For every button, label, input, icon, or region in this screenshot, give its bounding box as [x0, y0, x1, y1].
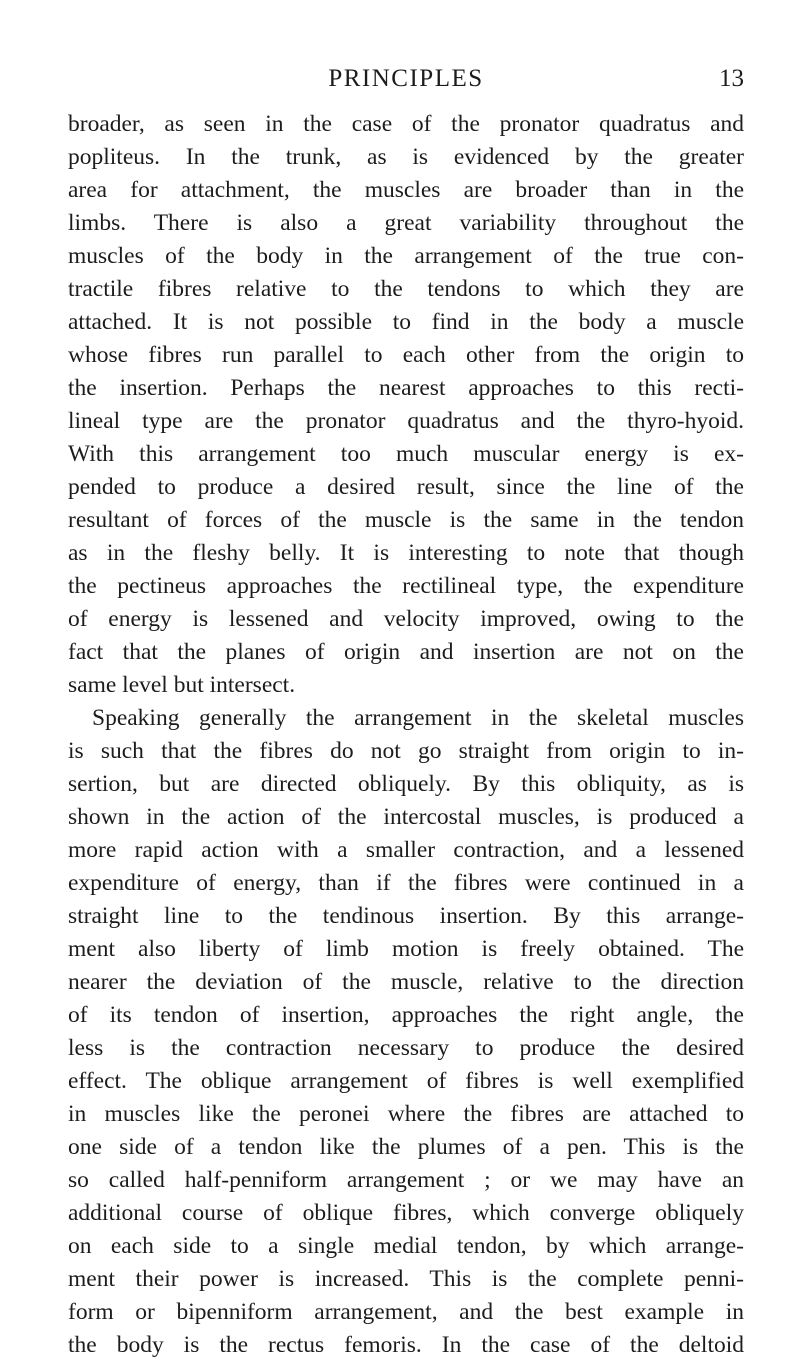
text-line: sertion, but are directed obliquely. By this obliquity, as is	[68, 771, 744, 797]
text-line: form or bipenniform arrangement, and the best example in	[68, 1299, 744, 1325]
text-line: additional course of oblique fibres, which converge obliquely	[68, 1200, 744, 1226]
text-line: of energy is lessened and velocity improved, owing to the	[68, 606, 744, 632]
text-line: so called half-penniform arrangement ; or we may have an	[68, 1167, 744, 1193]
paragraph-start-line: Speaking generally the arrangement in the skeletal muscles	[92, 705, 744, 731]
text-line: in muscles like the peronei where the fibres are attached to	[68, 1101, 744, 1127]
text-line: resultant of forces of the muscle is the same in the tendon	[68, 507, 744, 533]
text-line: ment also liberty of limb motion is freely obtained. The	[68, 936, 744, 962]
text-line: limbs. There is also a great variability throughout the	[68, 210, 744, 236]
text-line: of its tendon of insertion, approaches the right angle, the	[68, 1002, 744, 1028]
text-line: broader, as seen in the case of the pronator quadratus and	[68, 111, 744, 137]
text-line: lineal type are the pronator quadratus and the thyro-hyoid.	[68, 408, 744, 434]
running-title: PRINCIPLES	[328, 65, 484, 92]
text-line: ment their power is increased. This is the complete penni-	[68, 1266, 744, 1292]
text-line: the body is the rectus femoris. In the case of the deltoid	[68, 1332, 744, 1358]
text-line: shown in the action of the intercostal muscles, is produced a	[68, 804, 744, 830]
text-line: pended to produce a desired result, since the line of the	[68, 474, 744, 500]
text-line: tractile fibres relative to the tendons to which they are	[68, 276, 744, 302]
text-line: popliteus. In the trunk, as is evidenced by the greater	[68, 144, 744, 170]
text-line: straight line to the tendinous insertion. By this arrange-	[68, 903, 744, 929]
text-line: as in the fleshy belly. It is interesting to note that though	[68, 540, 744, 566]
text-line: With this arrangement too much muscular energy is ex-	[68, 441, 744, 467]
text-line: more rapid action with a smaller contraction, and a lessened	[68, 837, 744, 863]
running-head	[68, 62, 744, 96]
body-text	[68, 108, 744, 1362]
text-line: fact that the planes of origin and insertion are not on the	[68, 639, 744, 665]
text-line: area for attachment, the muscles are broader than in the	[68, 177, 744, 203]
text-line: muscles of the body in the arrangement of the true con-	[68, 243, 744, 269]
page-number: 13	[719, 65, 744, 92]
paragraph-end-line: same level but intersect.	[68, 672, 296, 698]
text-line: whose fibres run parallel to each other from the origin to	[68, 342, 744, 368]
text-line: expenditure of energy, than if the fibres were continued in a	[68, 870, 744, 896]
text-line: one side of a tendon like the plumes of a pen. This is the	[68, 1134, 744, 1160]
text-line: on each side to a single medial tendon, by which arrange-	[68, 1233, 744, 1259]
text-line: attached. It is not possible to find in the body a muscle	[68, 309, 744, 335]
text-line: less is the contraction necessary to produce the desired	[68, 1035, 744, 1061]
text-line: nearer the deviation of the muscle, relative to the direction	[68, 969, 744, 995]
text-line: is such that the fibres do not go straight from origin to in-	[68, 738, 744, 764]
text-line: the pectineus approaches the rectilineal type, the expenditure	[68, 573, 744, 599]
text-line: effect. The oblique arrangement of fibres is well exemplified	[68, 1068, 744, 1094]
text-line: the insertion. Perhaps the nearest approaches to this recti-	[68, 375, 744, 401]
